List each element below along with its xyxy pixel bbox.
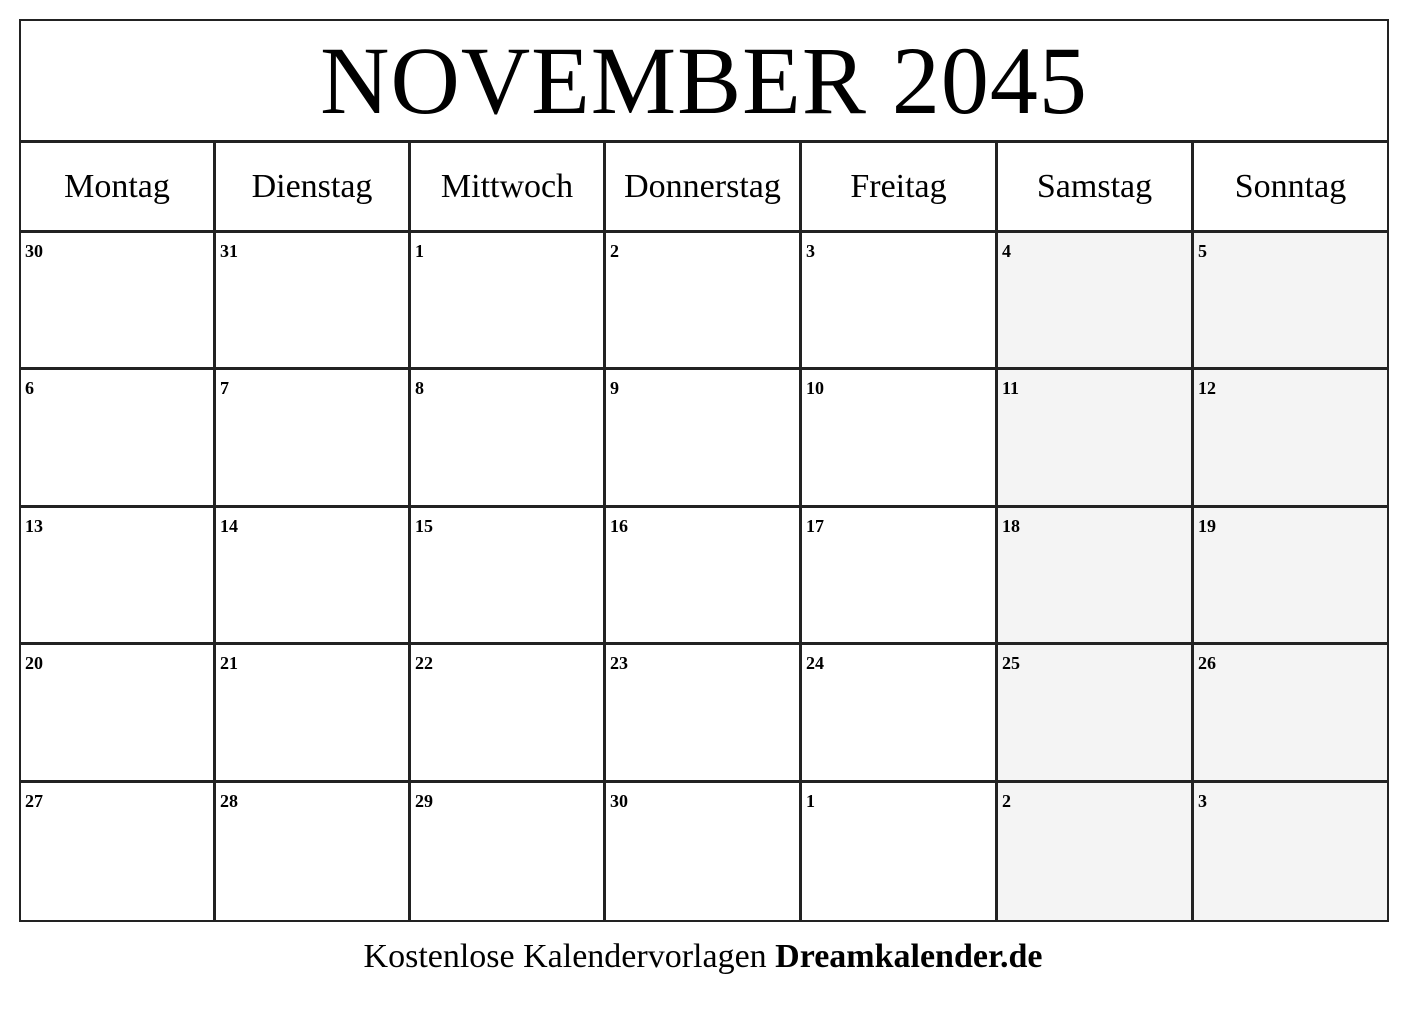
weekday-header: Sonntag [1234,167,1347,205]
weekend-day-cell: 2 [998,783,1194,920]
day-cell: 15 [411,508,606,642]
day-cell: 3 [802,233,998,367]
week-row [21,508,1387,645]
weekend-day-cell: 5 [1194,233,1387,367]
day-cell: 16 [606,508,802,642]
weekday-header: Mittwoch [411,143,606,230]
day-cell: 1 [802,783,998,920]
day-cell: 13 [21,508,216,642]
weekend-day-cell: 3 [1194,783,1387,920]
day-cell: 10 [802,370,998,504]
day-cell: 24 [802,645,998,779]
weekend-day-cell: 12 [1194,370,1387,504]
day-cell: 14 [216,508,411,642]
day-cell: 27 [21,783,216,920]
week-row [21,370,1387,507]
day-cell: 29 [411,783,606,920]
day-cell: 30 [606,783,802,920]
day-cell: 8 [411,370,606,504]
day-cell: 1 [411,233,606,367]
calendar-grid [21,233,1387,920]
footer-brand[interactable]: Dreamkalender.de [775,938,1043,975]
weekday-header: Montag [21,143,216,230]
day-cell: 2 [606,233,802,367]
weekend-day-cell: 4 [998,233,1194,367]
day-cell: 21 [216,645,411,779]
day-cell: 7 [216,370,411,504]
week-row [21,783,1387,920]
day-cell: 20 [21,645,216,779]
footer [0,938,1406,976]
day-cell: 28 [216,783,411,920]
weekday-header-row [21,143,1387,233]
weekday-header: Samstag [998,143,1194,230]
day-cell: 6 [21,370,216,504]
day-cell: 30 [21,233,216,367]
calendar [19,19,1389,922]
weekend-day-cell: 26 [1194,645,1387,779]
day-cell: 17 [802,508,998,642]
day-cell: 31 [216,233,411,367]
week-row [21,645,1387,782]
month-title: NOVEMBER 2045 [21,21,1387,143]
weekend-day-cell: 19 [1194,508,1387,642]
weekday-header: Donnerstag [606,143,802,230]
weekday-header: Dienstag [216,143,411,230]
weekend-day-cell: 11 [998,370,1194,504]
day-cell: 9 [606,370,802,504]
weekday-header: Freitag [802,143,998,230]
weekend-day-cell: 25 [998,645,1194,779]
footer-text: Kostenlose Kalendervorlagen [363,938,767,975]
weekend-day-cell: 18 [998,508,1194,642]
day-cell: 22 [411,645,606,779]
week-row [21,233,1387,370]
day-cell: 23 [606,645,802,779]
